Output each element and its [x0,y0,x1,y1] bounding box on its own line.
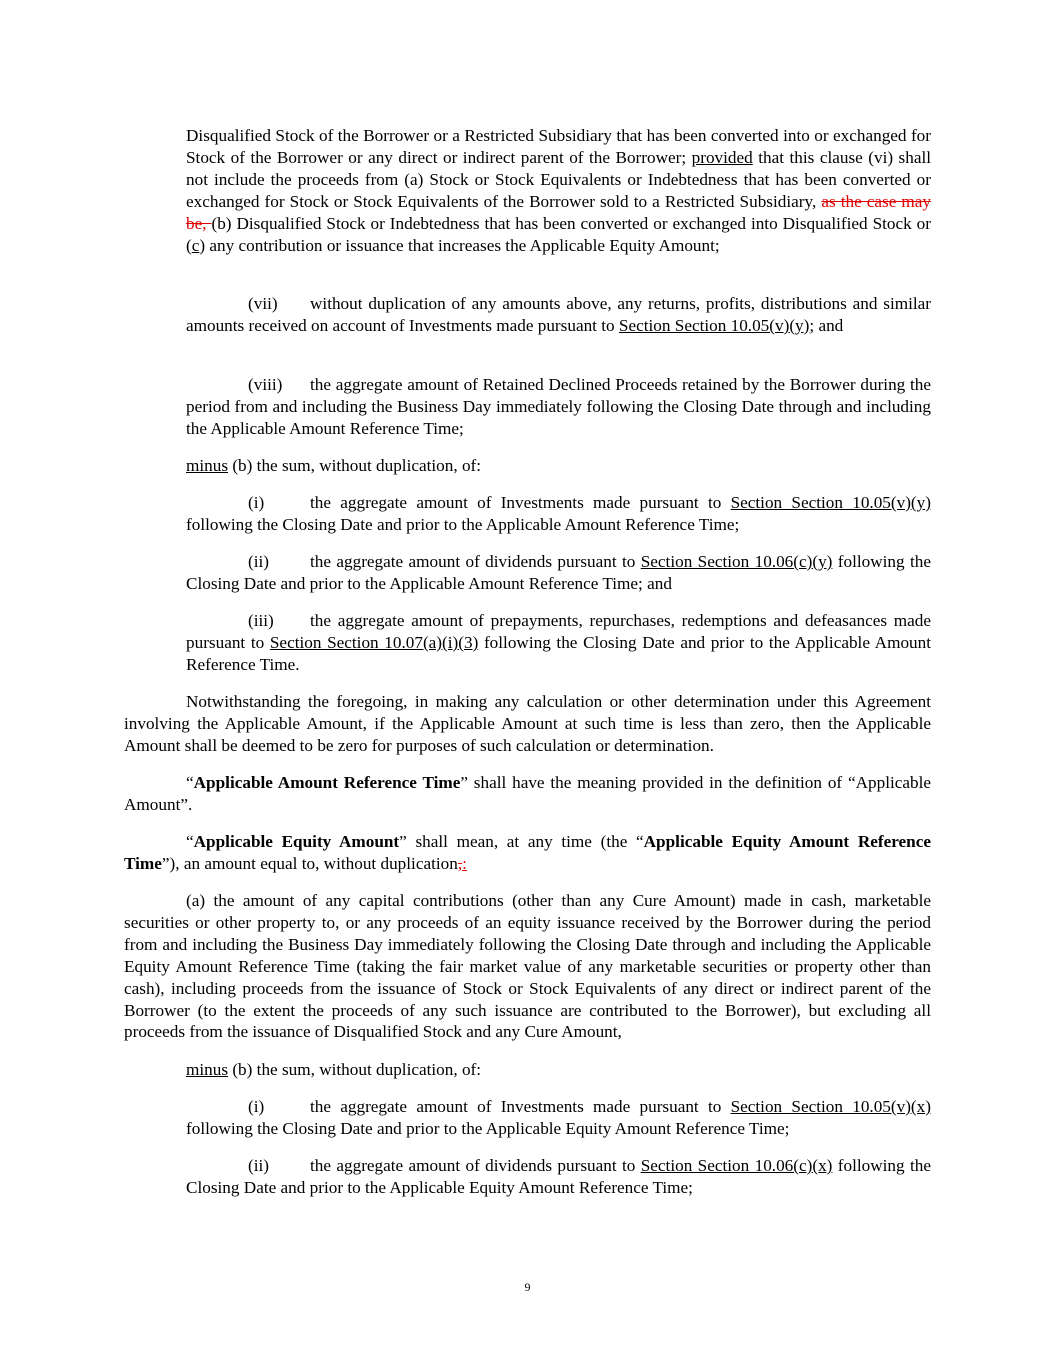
text: “ [186,773,194,792]
text: following the Closing Date and prior to the Applicable Amount Reference Time. [186,632,932,674]
clause-number: (i) [248,493,265,512]
text: the aggregate amount of prepayments, repurchases, redemptions and defeasances made pursuant to [186,611,931,652]
clause-number: (ii) [248,1156,269,1175]
clause-ii-2 [186,1155,931,1199]
section-reference: Section Section 10.05(v)(x) [730,1097,931,1116]
text: following the Closing Date and prior to the Applicable Equity Amount Reference Time; [186,1118,790,1138]
text: ; and [809,315,844,335]
text: following the Closing Date and prior to the Applicable Equity Amount Reference Time; [186,1156,932,1197]
clause-number: (i) [248,1097,265,1116]
defined-term: Applicable Equity Amount [193,832,400,851]
deleted-text: , [457,853,463,873]
text: ”), an amount equal to, without duplication [161,853,458,873]
text: “ [186,832,194,851]
text: (b) Disqualified Stock or Indebtedness that has been converted or exchanged into Disqualified Stock or ( [186,213,931,255]
clause-i [186,492,931,536]
definition-reference-time [124,772,931,816]
text: (b) the sum, without duplication, of: [228,456,482,475]
clause-viii [186,374,931,440]
definition-equity-amount [124,831,931,875]
clause-ii [186,551,931,595]
section-reference: Section Section 10.05(v)(y) [730,493,931,512]
section-reference: Section Section 10.06(c)(x) [640,1156,833,1175]
text: that this clause (vi) shall not include the proceeds from (a) Stock or Stock Equivalents or Indebtedness that has been converted or exchanged for Stock or Stock Equivalents of the Borrower sold to a Restricted Subsidiary, [186,147,932,211]
text: (a) the amount of any capital contributions (other than any Cure Amount) made in cash, marketable securities or other property to, or any proceeds of an equity issuance received by the Borrower during the period from and including the Business Day immediately following the Closing Date through and including the Applicable Equity Amount Reference Time (taking the fair market value of any marketable securities or property other than cash), including proceeds from the issuance of Stock or Stock Equivalents of any direct or indirect parent of the Borrower (to the extent the proceeds of any such issuance are contributed to the Borrower), but excluding all proceeds from the issuance of Disqualified Stock and any Cure Amount, [124,891,931,1042]
minus-clause-2 [186,1059,931,1081]
section-reference: Section Section 10.07(a)(i)(3) [269,632,479,652]
text: without duplication of any amounts above, any returns, profits, distributions and similar amounts received on account of Investments made pursuant to [186,294,931,335]
text: Notwithstanding the foregoing, in making any calculation or other determination under this Agreement involving the Applicable Amount, if the Applicable Amount at such time is less than zero, then the Applicable Amount shall be deemed to be zero for purposes of such calculation or determination. [124,692,931,755]
text: Disqualified Stock of the Borrower or a Restricted Subsidiary that has been converted into or exchanged for Stock of the Borrower or any direct or indirect parent of the Borrower; [186,126,931,167]
minus-clause [186,455,931,477]
minus-term: minus [186,456,229,475]
section-reference: Section Section 10.06(c)(y) [640,552,833,571]
clause-vii [186,293,931,337]
notwithstanding-paragraph [124,691,931,757]
text: the aggregate amount of Investments made pursuant to [310,493,731,512]
clause-number: (viii) [248,375,283,394]
text: the aggregate amount of dividends pursuant to [310,1156,641,1175]
clause-i-2 [186,1096,931,1140]
defined-term: Applicable Amount Reference Time [193,773,461,792]
inserted-letter: c [191,235,200,255]
inserted-text: : [462,853,467,873]
deleted-text: as the case may be, [186,191,931,233]
clause-iii [186,610,931,676]
text: ” shall mean, at any time (the “ [399,832,644,851]
clause-number: (vii) [248,294,278,313]
text: ” shall have the meaning provided in the definition of “Applicable Amount”. [124,773,932,814]
clause-number: (ii) [248,552,269,571]
provided-term: provided [691,147,753,167]
clause-number: (iii) [248,611,274,630]
clause-a-paragraph [124,890,931,1043]
text: the aggregate amount of Investments made pursuant to [310,1097,731,1116]
page-number: 9 [524,1280,531,1294]
paragraph-vi-continuation [186,125,931,256]
text: (b) the sum, without duplication, of: [228,1060,482,1079]
text: following the Closing Date and prior to the Applicable Amount Reference Time; [186,514,740,534]
text: the aggregate amount of Retained Declined Proceeds retained by the Borrower during the period from and including the Business Day immediately following the Closing Date through and including the Applicable Amount Reference Time; [186,375,931,438]
section-reference: Section Section 10.05(v)(y) [618,315,810,335]
text: ) any contribution or issuance that increases the Applicable Equity Amount; [199,235,720,255]
text: the aggregate amount of dividends pursuant to [310,552,641,571]
text: following the Closing Date and prior to the Applicable Amount Reference Time; and [186,552,932,593]
minus-term: minus [186,1060,229,1079]
defined-term: Applicable Equity Amount Reference Time [124,832,931,873]
